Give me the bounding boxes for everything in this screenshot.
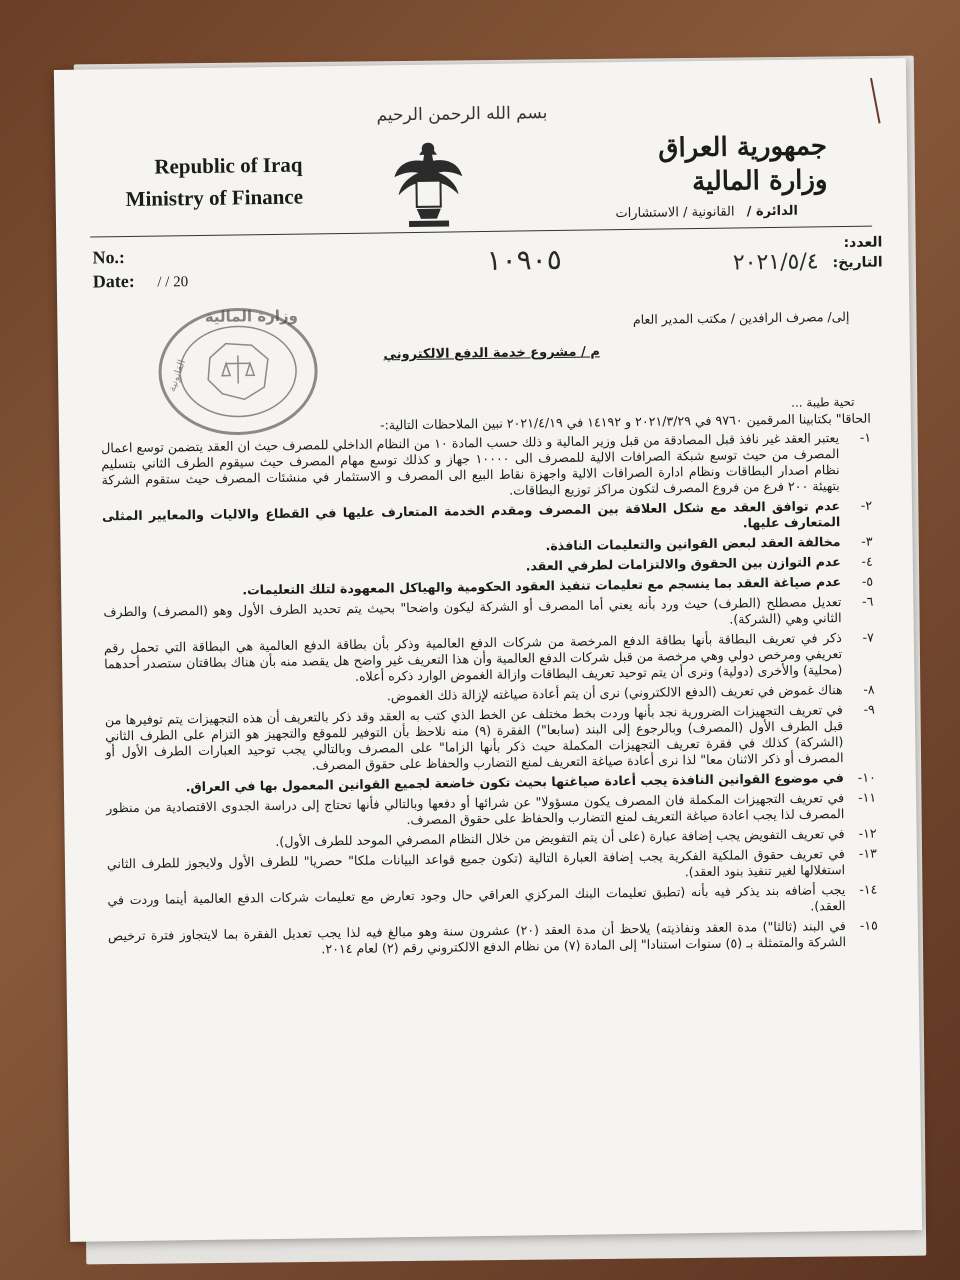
remark-item (107, 882, 877, 925)
remark-number: ٢- (860, 497, 873, 513)
remark-text: يعتبر العقد غير نافذ قبل المصادقة من قبل وزير المالية و ذلك حسب المادة ١٠ من النظام الداخلي للمصرف حيث ان العقد يتضمن توسع اعمال المصرف من حيث توسع شبكة الصرافات الالية للمصرف الى ١٠٠٠٠ جهاز و كذلك توسع مهام المصرف حيث سيقوم الطرف الثاني بتسليم نظام اصدار البطاقات ونظام ادارة الصرافات الالية واجهزة نقاط البيع الى المصرف و الاستثمار في منشئات المصرف حيث ستقوم الشركة بتهيئة ٢٠٠ فرع من فروع المصرف لتكون مراكز توزيع البطاقات. (101, 430, 840, 498)
remark-text: ذكر في تعريف البطاقة بأنها بطاقة الدفع المرخصة من شركات الدفع العالمية وذكر بأن بطاقة الدفع العالمية هي البطاقة التي تحمل رقم تعريفي ومرخص دولي وهي مرخصة من قبل شركات الدفع العالمية وأن هذا التعريف غير واضح هل يقصد منه بأن هناك بطاقتان ستصدر أحدهما (محلية) والأخرى (دولية) ونرى أن يتم توحيد تعريف البطاقات وازالة الغموض الوارد ذكره أعلاه. (103, 630, 843, 684)
english-letterhead (125, 149, 303, 215)
stamp-subtext: القانونية (166, 358, 189, 394)
remark-number: ٥- (861, 573, 874, 589)
remark-number: ١٣- (858, 845, 877, 861)
remark-number: ٦- (861, 593, 874, 609)
remark-item (103, 594, 873, 637)
ar-number-label: العدد: (843, 234, 883, 251)
letter-page (54, 58, 922, 1242)
remark-number: ٧- (862, 629, 874, 645)
ar-country: جمهورية العراق (658, 131, 828, 164)
remark-text: في موضوع القوانين النافذة يجب أعادة صياغتها بحيث تكون خاضعة لجميع القوانين المعمول بها في العراق. (185, 770, 844, 795)
remark-number: ١٤- (859, 881, 878, 897)
remark-item (107, 846, 877, 889)
header-divider (90, 226, 872, 238)
remark-text: في تعريف التجهيزات الضرورية نجد بأنها وردت بخط مختلف عن الخط الذي كتب به العقد وقد ذكر بالتعريف أن هذه التجهيزات يتم توفيرها من قبل الطرف الأول (المصرف) وبالرجوع إلى البند (سابعا") الفقرة (٩) منه نلاحظ بأن التوفير للموقع والتجهيز هو التزام على الطرف الثاني (الشركة) كذلك في فقرة تعريف التجهيزات المكملة حيث ذكر بأنها الزاما" على المصرف وبالتالي يجب توحيد العبارات الطرف الأول أو المصرف أو ذكر الاثنان معا" لذا نرى أعادة صياغة التعريف لمنع التضارب والحفاظ على حقوق المصرف. (104, 702, 844, 773)
remark-number: ٨- (863, 681, 875, 697)
pencil-mark (860, 78, 880, 125)
iraq-eagle-emblem-icon (390, 136, 467, 233)
department-label: الدائرة / (746, 203, 799, 220)
remark-text: في تعريف التجهيزات المكملة فان المصرف يكون مسؤولا" عن شرائها أو دفعها وبالتالي فأنها تحتاج إلى دراسة الجدوى الاقتصادية من منظور المصرف لذا يجب اعادة صياغة التعريف لمنع التضارب والحفاظ على حقوق المصرف. (106, 790, 845, 828)
letter-body (101, 411, 879, 965)
remark-number: ٣- (861, 533, 873, 549)
remark-number: ٤- (861, 553, 873, 569)
no-label: No.: (92, 247, 126, 268)
date-label: Date: (92, 270, 135, 292)
remark-text: في تعريف التفويض يجب إضافة عبارة (على أن يتم التفويض من خلال النظام المصرفي الموحد للطرف الأول). (275, 826, 845, 849)
remark-item (105, 702, 876, 777)
date-placeholder: / / 20 (157, 274, 189, 291)
basmala: بسم الله الرحمن الرحيم (376, 103, 548, 126)
greeting-line: تحية طيبة ... (791, 394, 855, 410)
remark-number: ٩- (863, 701, 875, 717)
remark-text: مخالفة العقد لبعض القوانين والتعليمات النافذة. (545, 534, 841, 554)
remark-text: عدم صياغة العقد بما ينسجم مع تعليمات تنفيذ العقود الحكومية والهياكل المعهودة لتلك التعليمات. (242, 574, 842, 598)
remark-item (102, 498, 872, 541)
remark-item (104, 630, 875, 689)
ar-ministry: وزارة المالية (691, 165, 828, 198)
arabic-letterhead (658, 129, 828, 199)
stamp-text: وزارة المالية (204, 306, 299, 326)
remark-text: هناك غموض في تعريف (الدفع الالكتروني) نرى أن يتم أعادة صياغته لإزالة ذلك الغموض. (386, 682, 843, 704)
department-row (615, 204, 798, 222)
department-value: القانونية / الاستشارات (615, 204, 735, 222)
remark-number: ١٥- (859, 917, 878, 933)
en-country: Republic of Iraq (154, 152, 303, 179)
intro-paragraph: الحاقا" بكتابينا المرقمين ٩٧٦٠ في ٢٠٢١/٣/٢٩ و ١٤١٩٢ في ٢٠٢١/٤/١٩ نبين الملاحظات التالية:- (379, 410, 871, 433)
remark-text: في تعريف حقوق الملكية الفكرية يجب إضافة العبارة التالية (تكون جميع قواعد البيانات ملكا" حصريا" للطرف الأول ولايجوز للطرف الثاني استغلالها لغير تنفيذ بنود العقد). (106, 846, 846, 880)
remark-item (101, 430, 872, 505)
date-row (93, 270, 189, 292)
remark-number: ١٠- (857, 769, 876, 785)
subject-line: م / مشروع خدمة الدفع الالكتروني (383, 344, 600, 363)
handwritten-number: ١٠٩٠٥ (486, 242, 562, 277)
remark-number: ١٢- (858, 825, 877, 841)
remark-text: عدم توافق العقد مع شكل العلاقة بين المصرف ومقدم الخدمة المتعارف عليها في القطاع والاليات والمعايير المثلى المتعارف عليها. (101, 498, 841, 531)
handwritten-date: ٢٠٢١/٥/٤ (732, 249, 819, 276)
remark-item (108, 918, 878, 961)
remark-text: يجب أضافه بند يذكر فيه بأنه (تطبق تعليمات البنك المركزي العراقي حال وجود تعارض مع تعليمات شركات الدفع العالمية أينما وردت في العقد). (107, 882, 846, 914)
remark-text: في البند (ثالثا") مدة العقد ونفاذيته) يلاحظ أن مدة العقد (٢٠) عشرون سنة وهو مبالغ فيه لذا يجب تعديل الفقرة بما لايتجاوز فترة ترخيص الشركة والمتمثلة بـ (٥) سنوات استنادا" إلى المادة (٧) من نظام الدفع الالكتروني رقم (٢) لعام ٢٠١٤. (107, 918, 847, 957)
remarks-list (101, 430, 878, 961)
remark-number: ١- (859, 429, 872, 445)
remark-text: تعديل مصطلح (الطرف) حيث ورد بأنه يعني أما المصرف أو الشركة ليكون واضحا" بحيث يتم تحديد الطرف الأول وهو (المصرف) والطرف الثاني وهي (الشركة). (103, 594, 842, 627)
ar-date-label: التاريخ: (832, 254, 883, 272)
remark-number: ١١- (857, 789, 877, 805)
remark-item (106, 790, 876, 833)
recipient-line: إلى/ مصرف الرافدين / مكتب المدير العام (632, 308, 850, 327)
remark-text: عدم التوازن بين الحقوق والالتزامات لطرفي العقد. (525, 554, 841, 574)
en-ministry: Ministry of Finance (125, 184, 304, 212)
